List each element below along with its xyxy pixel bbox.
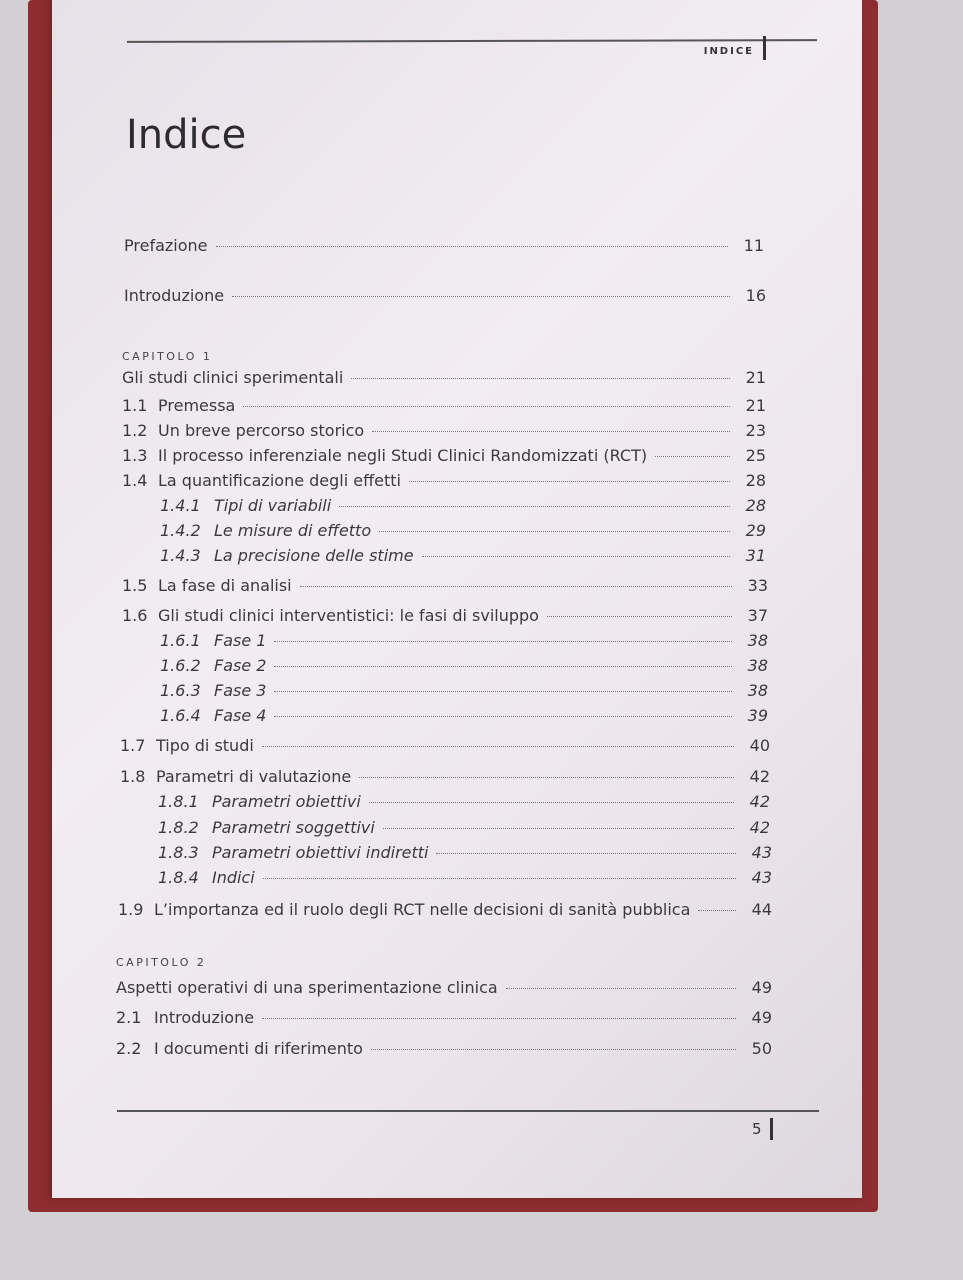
toc-number: 1.8.2 [158, 818, 199, 837]
chapter-1-label: CAPITOLO 1 [122, 350, 213, 363]
toc-page: 31 [745, 546, 766, 565]
toc-section [122, 606, 768, 626]
toc-leader [274, 691, 732, 692]
toc-label: Le misure di effetto [214, 521, 372, 540]
toc-page: 42 [749, 767, 770, 786]
toc-subsection [158, 792, 770, 812]
toc-section [122, 471, 766, 491]
toc-leader [547, 616, 732, 617]
toc-leader [409, 481, 730, 482]
toc-label: Parametri obiettivi indiretti [212, 843, 429, 862]
toc-number: 2.2 [116, 1039, 142, 1058]
toc-number: 1.5 [122, 576, 148, 595]
toc-leader [339, 506, 730, 507]
toc-number: 1.9 [118, 900, 144, 919]
toc-page: 28 [745, 471, 766, 490]
toc-label: Fase 4 [214, 706, 267, 725]
toc-label: Prefazione [124, 236, 208, 255]
toc-label: Fase 1 [214, 631, 267, 650]
toc-leader [506, 988, 736, 989]
toc-entry-prefazione [124, 236, 764, 256]
toc-label: Introduzione [124, 286, 225, 305]
toc-page: 39 [747, 706, 768, 725]
toc-number: 1.6.2 [160, 656, 201, 675]
toc-number: 1.6 [122, 606, 148, 625]
toc-label: Tipo di studi [156, 736, 254, 755]
toc-page: 37 [747, 606, 768, 625]
running-head: INDICE [703, 46, 754, 57]
toc-label: Fase 2 [214, 656, 267, 675]
toc-section [122, 576, 768, 596]
toc-number: 1.6.1 [160, 631, 201, 650]
toc-leader [422, 556, 730, 557]
toc-leader [216, 246, 729, 247]
toc-subsection [160, 521, 766, 541]
toc-leader [274, 641, 732, 642]
toc-number: 1.8 [120, 767, 146, 786]
page-title: Indice [126, 112, 247, 158]
toc-leader [379, 531, 730, 532]
toc-page: 42 [749, 818, 770, 837]
toc-number: 1.8.1 [158, 792, 199, 811]
toc-number: 1.4.3 [160, 546, 201, 565]
toc-label: Fase 3 [214, 681, 267, 700]
toc-number: 1.1 [122, 396, 148, 415]
toc-label: Gli studi clinici sperimentali [122, 368, 344, 387]
toc-page: 16 [745, 286, 766, 305]
toc-label: Parametri di valutazione [156, 767, 352, 786]
toc-label: Aspetti operativi di una sperimentazione clinica [116, 978, 498, 997]
toc-number: 1.8.4 [158, 868, 199, 887]
toc-label: La precisione delle stime [214, 546, 414, 565]
toc-subsection [158, 818, 770, 838]
book-page [52, 0, 862, 1198]
toc-leader [351, 378, 730, 379]
toc-page: 50 [751, 1039, 772, 1058]
toc-label: La fase di analisi [158, 576, 292, 595]
toc-leader [369, 802, 734, 803]
toc-leader [243, 406, 730, 407]
toc-page: 43 [751, 868, 772, 887]
toc-entry-introduzione [124, 286, 766, 306]
toc-page: 40 [749, 736, 770, 755]
toc-section [122, 446, 766, 466]
toc-chapter-1-title [122, 368, 766, 388]
toc-page: 42 [749, 792, 770, 811]
header-rule [127, 39, 817, 43]
toc-subsection [160, 656, 768, 676]
toc-section [116, 1039, 772, 1059]
toc-page: 21 [745, 368, 766, 387]
toc-leader [300, 586, 732, 587]
toc-label: Tipi di variabili [214, 496, 332, 515]
toc-number: 1.4.2 [160, 521, 201, 540]
toc-label: Un breve percorso storico [158, 421, 365, 440]
toc-section [116, 1008, 772, 1028]
toc-number: 1.7 [120, 736, 146, 755]
toc-subsection [158, 868, 772, 888]
toc-page: 38 [747, 631, 768, 650]
toc-subsection [160, 631, 768, 651]
toc-number: 1.8.3 [158, 843, 199, 862]
toc-leader [274, 716, 732, 717]
toc-leader [436, 853, 736, 854]
toc-leader [383, 828, 734, 829]
toc-page: 11 [743, 236, 764, 255]
toc-leader [232, 296, 730, 297]
toc-page: 25 [745, 446, 766, 465]
running-head-bar [763, 36, 766, 60]
toc-section [120, 767, 770, 787]
toc-number: 1.4 [122, 471, 148, 490]
toc-number: 1.2 [122, 421, 148, 440]
toc-number: 1.6.3 [160, 681, 201, 700]
toc-page: 23 [745, 421, 766, 440]
toc-section [118, 900, 772, 920]
page-number: 5 [752, 1120, 762, 1138]
toc-number: 1.6.4 [160, 706, 201, 725]
toc-subsection [160, 546, 766, 566]
toc-section [122, 396, 766, 416]
toc-chapter-2-title [116, 978, 772, 998]
toc-leader [359, 777, 734, 778]
toc-number: 2.1 [116, 1008, 142, 1027]
toc-label: Indici [212, 868, 255, 887]
toc-label: L’importanza ed il ruolo degli RCT nelle decisioni di sanità pubblica [154, 900, 691, 919]
toc-page: 29 [745, 521, 766, 540]
chapter-2-label: CAPITOLO 2 [116, 956, 207, 969]
toc-label: La quantificazione degli effetti [158, 471, 401, 490]
toc-label: Il processo inferenziale negli Studi Clinici Randomizzati (RCT) [158, 446, 648, 465]
toc-page: 49 [751, 978, 772, 997]
toc-label: Introduzione [154, 1008, 255, 1027]
toc-subsection [158, 843, 772, 863]
toc-page: 38 [747, 681, 768, 700]
toc-page: 38 [747, 656, 768, 675]
footer-rule [117, 1110, 819, 1112]
toc-page: 28 [745, 496, 766, 515]
toc-label: Gli studi clinici interventistici: le fasi di sviluppo [158, 606, 539, 625]
toc-leader [263, 878, 736, 879]
toc-section [120, 736, 770, 756]
toc-number: 1.3 [122, 446, 148, 465]
toc-section [122, 421, 766, 441]
toc-label: I documenti di riferimento [154, 1039, 363, 1058]
toc-subsection [160, 496, 766, 516]
footer-bar [770, 1118, 773, 1140]
toc-leader [372, 431, 730, 432]
toc-label: Parametri obiettivi [212, 792, 361, 811]
toc-page: 49 [751, 1008, 772, 1027]
toc-page: 21 [745, 396, 766, 415]
toc-page: 44 [751, 900, 772, 919]
toc-label: Premessa [158, 396, 236, 415]
toc-leader [274, 666, 732, 667]
toc-subsection [160, 681, 768, 701]
toc-leader [262, 1018, 736, 1019]
toc-label: Parametri soggettivi [212, 818, 375, 837]
toc-leader [698, 910, 736, 911]
toc-page: 43 [751, 843, 772, 862]
toc-leader [655, 456, 730, 457]
toc-leader [371, 1049, 736, 1050]
toc-subsection [160, 706, 768, 726]
toc-leader [262, 746, 734, 747]
toc-number: 1.4.1 [160, 496, 201, 515]
toc-page: 33 [747, 576, 768, 595]
